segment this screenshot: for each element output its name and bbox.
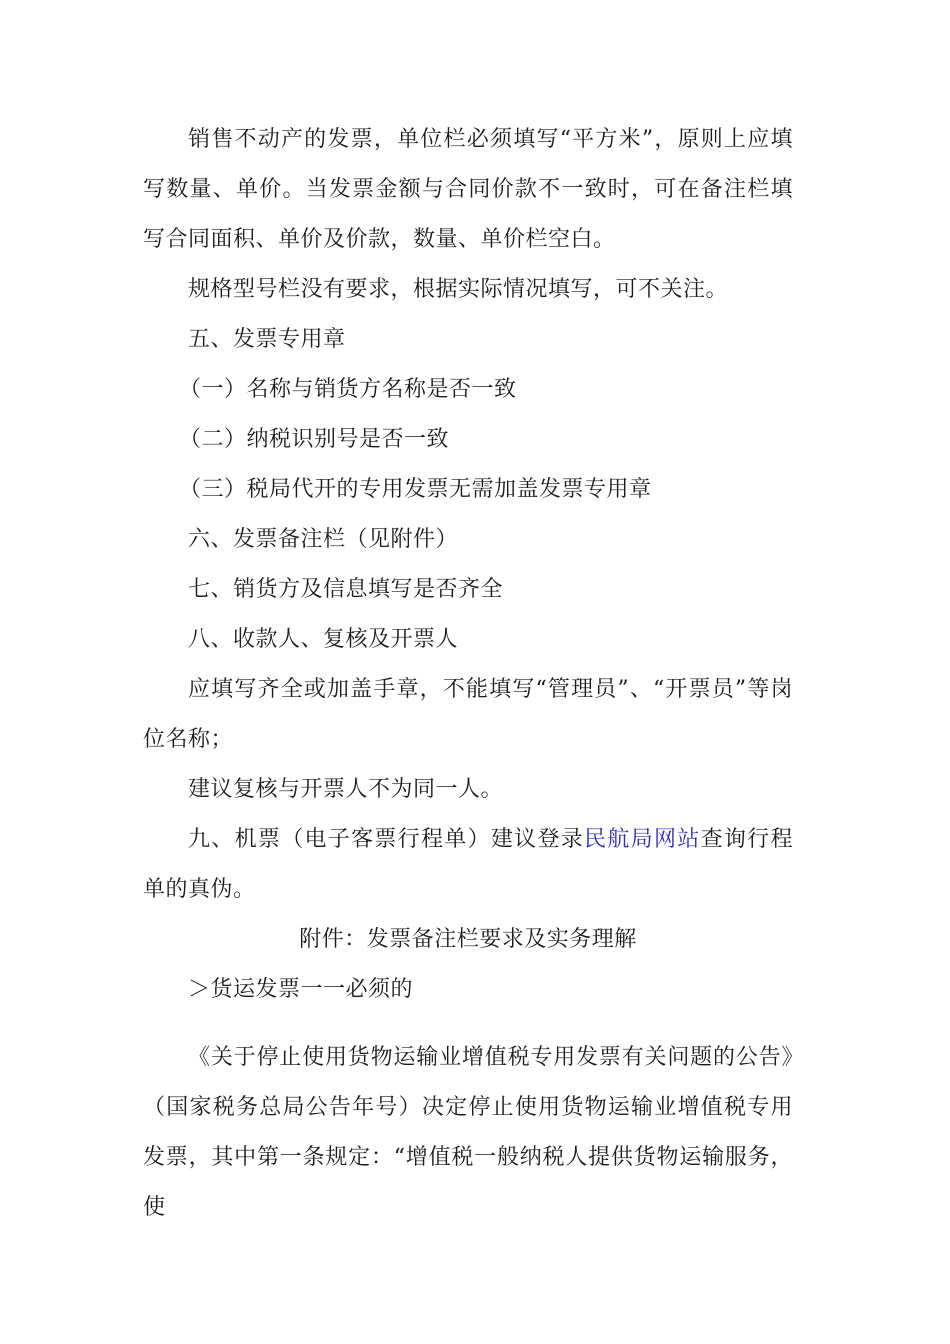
paragraph-signature-requirement: 应填写齐全或加盖手章，不能填写“管理员”、“开票员”等岗位名称； [143,677,793,752]
section-9-text-post: 查询行程单的真伪。 [143,827,793,902]
item-5-1: （一）名称与销货方名称是否一致 [179,377,517,402]
heading-section-6: 六、发票备注栏（见附件） [188,527,459,552]
heading-section-8: 八、收款人、复核及开票人 [188,627,459,652]
bullet-freight-invoice [143,965,793,1015]
section-9-text-pre: 九、机票（电子客票行程单）建议登录 [188,827,585,852]
bullet-arrow-icon: ＞ [188,977,211,1002]
bullet-freight-text: 货运发票一一必须的 [210,977,414,1002]
paragraph-announcement: 《关于停止使用货物运输业增值税专用发票有关问题的公告》（国家税务总局公告年号）决定停止使用货物运输业增值税专用发票，其中第一条规定：“增值税一般纳税人提供货物运输服务，使 [143,1045,793,1220]
document-page [143,115,793,1233]
heading-section-5: 五、发票专用章 [188,327,346,352]
item-5-3: （三）税局代开的专用发票无需加盖发票专用章 [179,477,652,502]
item-5-2: （二）纳税识别号是否一致 [179,427,450,452]
heading-section-7: 七、销货方及信息填写是否齐全 [188,577,504,602]
attachment-title: 附件：发票备注栏要求及实务理解 [299,927,637,952]
caac-website-link[interactable]: 民航局网站 [584,827,701,852]
heading-section-9 [143,815,793,915]
paragraph-reviewer-suggestion: 建议复核与开票人不为同一人。 [188,777,504,802]
paragraph-spec-model: 规格型号栏没有要求，根据实际情况填写，可不关注。 [188,277,729,302]
blank-line [143,1015,793,1033]
paragraph-real-estate-invoice: 销售不动产的发票，单位栏必须填写“平方米”，原则上应填写数量、单价。当发票金额与合同价款不一致时，可在备注栏填写合同面积、单价及价款，数量、单价栏空白。 [143,127,793,252]
